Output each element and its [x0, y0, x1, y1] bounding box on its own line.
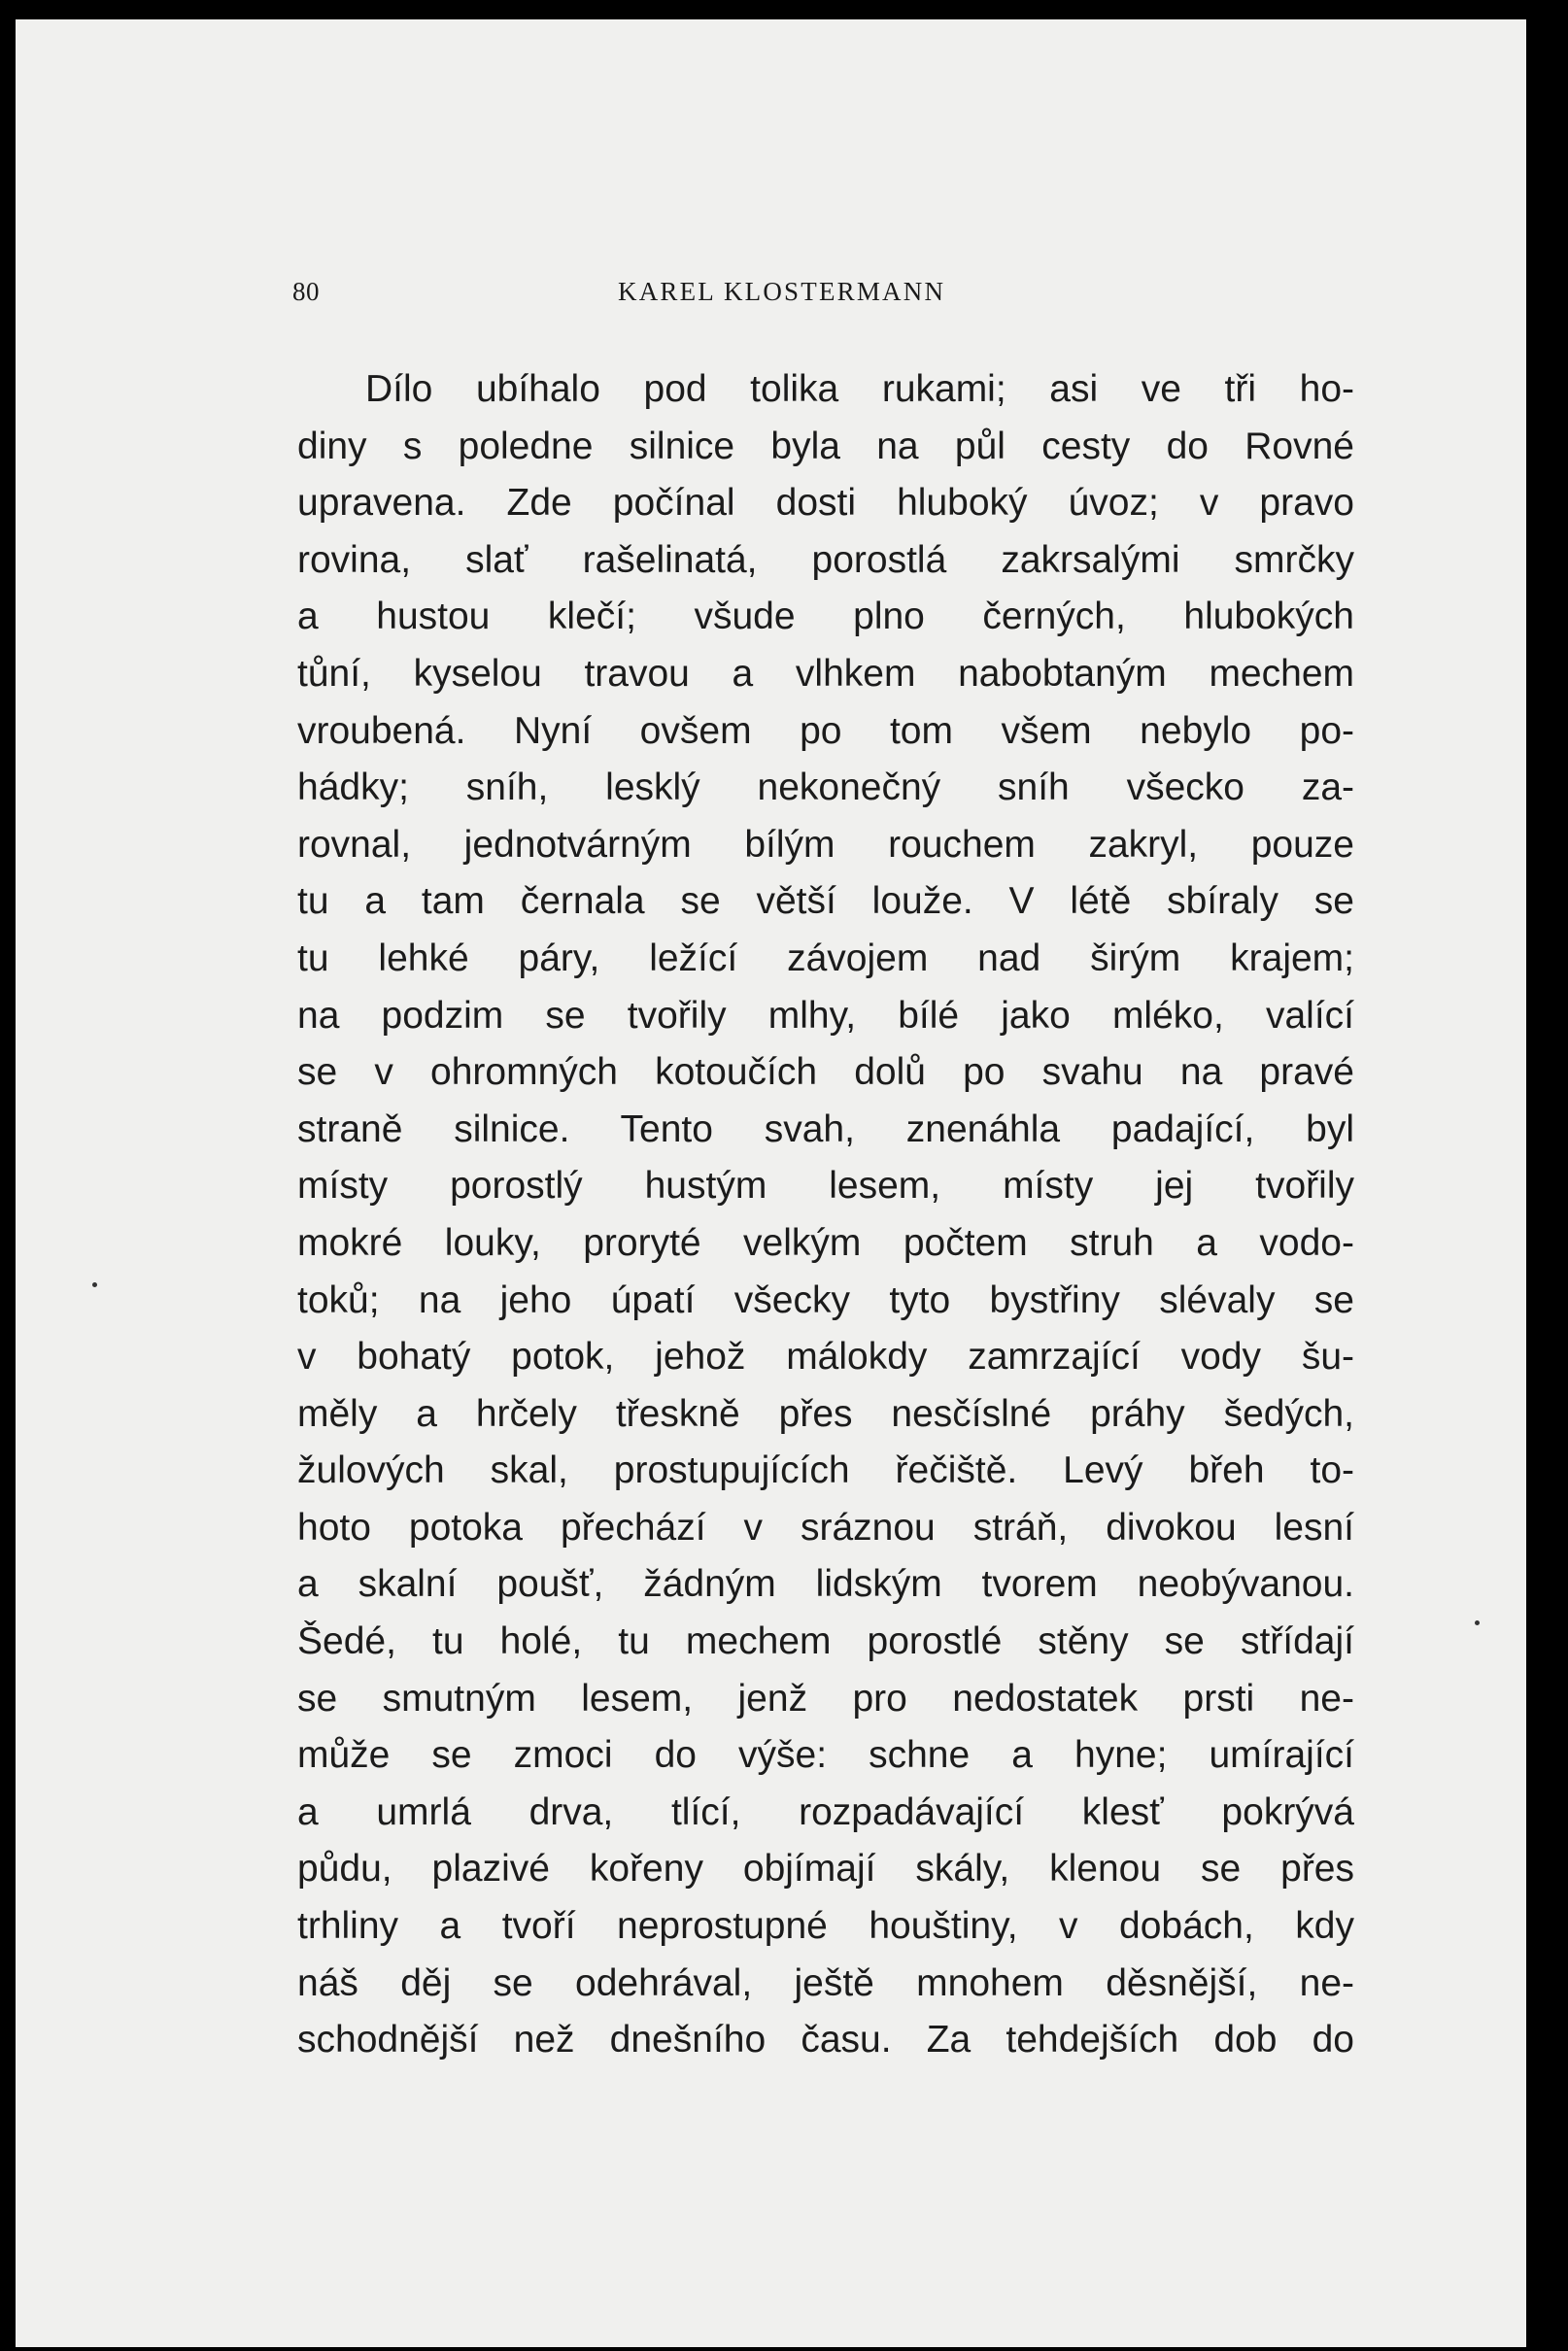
body-text [297, 361, 1354, 2069]
text-line: místy porostlý hustým lesem, místy jej tvořily [297, 1165, 1354, 1208]
text-line: straně silnice. Tento svah, znenáhla padající, byl [297, 1107, 1354, 1150]
text-line: vroubená. Nyní ovšem po tom všem nebylo po- [297, 709, 1354, 752]
text-line: tůní, kyselou travou a vlhkem nabobtaným mechem [297, 652, 1354, 695]
text-line: mokré louky, proryté velkým počtem struh a vodo- [297, 1221, 1354, 1264]
text-line: schodnější než dnešního času. Za tehdejších dob do [297, 2019, 1354, 2061]
text-line: a umrlá drva, tlící, rozpadávající klesť pokrývá [297, 1790, 1354, 1833]
running-title: KAREL KLOSTERMANN [618, 277, 946, 306]
book-page [16, 19, 1526, 2347]
text-line: tu a tam černala se větší louže. V létě sbíraly se [297, 880, 1354, 923]
text-line: trhliny a tvoří neprostupné houštiny, v dobách, kdy [297, 1905, 1354, 1948]
text-line: se smutným lesem, jenž pro nedostatek prsti ne- [297, 1677, 1354, 1720]
text-line: hádky; sníh, lesklý nekonečný sníh všecko za- [297, 767, 1354, 809]
text-line: v bohatý potok, jehož málokdy zamrzající vody šu- [297, 1336, 1354, 1379]
text-line: Dílo ubíhalo pod tolika rukami; asi ve tři ho- [365, 368, 1354, 410]
text-line: a skalní poušť, žádným lidským tvorem neobývanou. [297, 1563, 1354, 1606]
text-line: a hustou klečí; všude plno černých, hlubokých [297, 596, 1354, 638]
text-line: toků; na jeho úpatí všecky tyto bystřiny slévaly se [297, 1278, 1354, 1321]
text-line: rovnal, jednotvárným bílým rouchem zakryl, pouze [297, 823, 1354, 866]
text-line: Šedé, tu holé, tu mechem porostlé stěny se střídají [297, 1620, 1354, 1663]
text-line: náš děj se odehrával, ještě mnohem děsnější, ne- [297, 1961, 1354, 2004]
scan-speck [92, 1282, 97, 1287]
text-line: rovina, slať rašelinatá, porostlá zakrsalými smrčky [297, 538, 1354, 581]
text-line: tu lehké páry, ležící závojem nad širým krajem; [297, 937, 1354, 979]
text-line: hoto potoka přechází v sráznou stráň, divokou lesní [297, 1506, 1354, 1549]
running-head [283, 277, 1342, 316]
text-line: se v ohromných kotoučích dolů po svahu na pravé [297, 1051, 1354, 1094]
text-line: na podzim se tvořily mlhy, bílé jako mléko, valící [297, 994, 1354, 1037]
text-line: měly a hrčely třeskně přes nesčíslné práhy šedých, [297, 1392, 1354, 1435]
text-line: diny s poledne silnice byla na půl cesty do Rovné [297, 425, 1354, 467]
text-line: půdu, plazivé kořeny objímají skály, klenou se přes [297, 1848, 1354, 1891]
scan-speck [1475, 1620, 1480, 1625]
text-line: může se zmoci do výše: schne a hyne; umírající [297, 1734, 1354, 1777]
text-line: upravena. Zde počínal dosti hluboký úvoz; v pravo [297, 482, 1354, 525]
text-line: žulových skal, prostupujících řečiště. Levý břeh to- [297, 1449, 1354, 1492]
page-number: 80 [292, 277, 320, 306]
